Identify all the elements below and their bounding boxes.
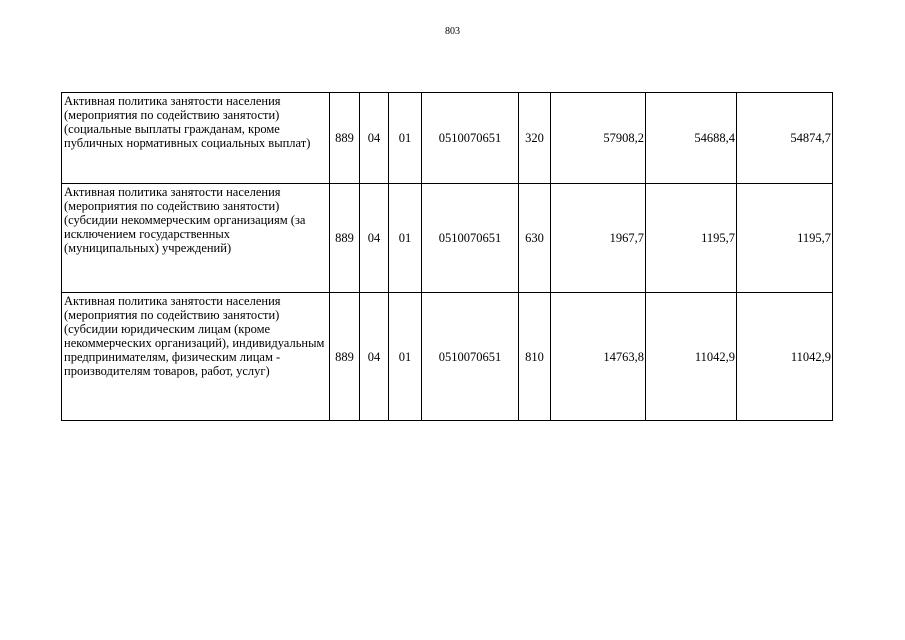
- section-code: 04: [360, 93, 389, 184]
- row-description: Активная политика занятости населения (мероприятия по содействию занятости) (субсидии некоммерческим организациям (за исключением государственных (муниципальных) учреждений): [62, 184, 330, 293]
- table-row: [62, 184, 833, 293]
- grbs-code: 889: [330, 184, 360, 293]
- section-code: 04: [360, 293, 389, 421]
- expense-type-code: 630: [519, 184, 551, 293]
- amount-year-3: 54874,7: [737, 93, 833, 184]
- amount-year-1: 57908,2: [551, 93, 646, 184]
- section-code: 04: [360, 184, 389, 293]
- table-row: [62, 93, 833, 184]
- expense-type-code: 320: [519, 93, 551, 184]
- target-article-code: 0510070651: [422, 184, 519, 293]
- subsection-code: 01: [389, 93, 422, 184]
- amount-year-2: 11042,9: [646, 293, 737, 421]
- page-number: 803: [445, 26, 460, 37]
- amount-year-3: 11042,9: [737, 293, 833, 421]
- target-article-code: 0510070651: [422, 293, 519, 421]
- grbs-code: 889: [330, 293, 360, 421]
- row-description: Активная политика занятости населения (мероприятия по содействию занятости) (субсидии юридическим лицам (кроме некоммерческих организаций), индивидуальным предпринимателям, физическим лицам - производителям товаров, работ, услуг): [62, 293, 330, 421]
- amount-year-1: 1967,7: [551, 184, 646, 293]
- target-article-code: 0510070651: [422, 93, 519, 184]
- amount-year-2: 1195,7: [646, 184, 737, 293]
- subsection-code: 01: [389, 293, 422, 421]
- row-description: Активная политика занятости населения (мероприятия по содействию занятости) (социальные выплаты гражданам, кроме публичных нормативных социальных выплат): [62, 93, 330, 184]
- expense-type-code: 810: [519, 293, 551, 421]
- budget-table: [61, 92, 833, 421]
- amount-year-2: 54688,4: [646, 93, 737, 184]
- subsection-code: 01: [389, 184, 422, 293]
- table-row: [62, 293, 833, 421]
- amount-year-3: 1195,7: [737, 184, 833, 293]
- grbs-code: 889: [330, 93, 360, 184]
- amount-year-1: 14763,8: [551, 293, 646, 421]
